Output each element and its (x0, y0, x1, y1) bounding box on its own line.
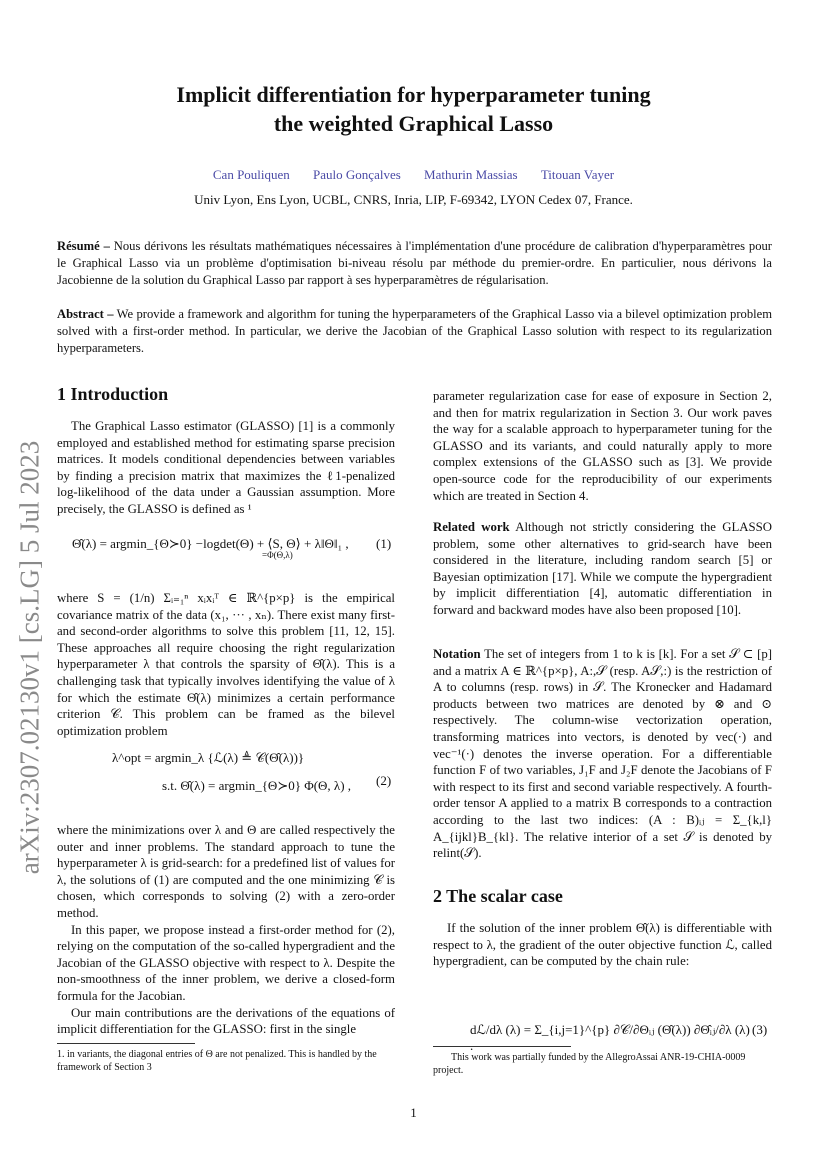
intro-paragraph-1 (57, 418, 395, 518)
equation-1 (72, 536, 392, 560)
intro-continued (433, 388, 772, 504)
section-1-heading: 1 Introduction (57, 384, 169, 404)
affiliation: Univ Lyon, Ens Lyon, UCBL, CNRS, Inria, LIP, F-69342, LYON Cedex 07, France. (194, 192, 633, 207)
equation-2 (112, 750, 372, 794)
equation-2-line-2: s.t. Θ̂(λ) = argmin_{Θ≻0} Φ(Θ, λ) , (162, 778, 352, 793)
equation-1-text: Θ̂(λ) = argmin_{Θ≻0} −logdet(Θ) + ⟨S, Θ⟩ + λ‖Θ‖₁ , (72, 536, 349, 551)
intro-p2-text: where S = (1/n) Σᵢ₌₁ⁿ xᵢxᵢᵀ ∈ ℝ^{p×p} is the empirical covariance matrix of the data (x₁, ··· , xₙ). There exist many first- and second-order algorithms to solve this problem [11, 12, 15]. These approaches all require choosing the right regularization hyperparameter λ that controls the sparsity of Θ̂(λ). This is a challenging task that typically involves identifying the value of λ for which the estimate Θ̂(λ) minimizes a certain performance criterion 𝒞. This problem can be framed as the bilevel optimization problem (57, 591, 395, 738)
title-line-2: the weighted Graphical Lasso (273, 111, 554, 136)
intro-p4-text: In this paper, we propose instead a first-order method for (2), relying on the computation of the so-called hypergradient and the Jacobian of the GLASSO objective with respect to λ. Despite the non-smoothness of the inner problem, we derive a closed-form formula for the Jacobian. (57, 922, 395, 1003)
section-2-heading: 2 The scalar case (433, 886, 563, 906)
author-list (0, 167, 827, 183)
funding-footnote: This work was partially funded by the AllegroAssai ANR-19-CHIA-0009 project. (433, 1052, 746, 1076)
equation-1-number: (1) (376, 536, 392, 551)
resume-block (57, 238, 772, 289)
right-p1-text: parameter regularization case for ease of exposure in Section 2, and then for matrix regularization in Section 3. Our work paves the way for a scalable approach to hyperparameter tuning for the GLASSO and its variants, and could naturally apply to more complex extensions of the GLASSO such as [3]. We provide open-source code for the reproducibility of our experiments which are treated in Section 4. (433, 389, 772, 503)
author-name[interactable]: Mathurin Massias (424, 167, 518, 182)
equation-3: dℒ/dλ (λ) = Σ_{i,j=1}^{p} ∂𝒞/∂Θᵢⱼ (Θ̂(λ)) ∂Θ̂ᵢⱼ/∂λ (λ) (470, 1022, 750, 1037)
intro-p3-text: where the minimizations over λ and Θ are called respectively the outer and inner problems. The standard approach to tune the hyperparameter λ is grid-search: for a predefined list of values for λ, the solutions of (1) are computed and the one minimizing 𝒞 is chosen, which corresponds to solving (2) with a zero-order method. (57, 823, 395, 920)
intro-paragraphs-3-5 (57, 822, 395, 1038)
paper-title (0, 80, 827, 138)
equation-2-line-1: λ^opt = argmin_λ {ℒ(λ) ≜ 𝒞(Θ̂(λ))} (112, 750, 305, 765)
notation-label: Notation (433, 647, 481, 661)
abstract-text: We provide a framework and algorithm for tuning the hyperparameters of the Graphical Lasso via a bilevel optimization problem solved with a first-order method. In particular, we derive the Jacobian of the Graphical Lasso solution with respect to its regularization hyperparameters. (57, 307, 773, 355)
related-work-text: Although not strictly considering the GLASSO problem, some other alternatives to grid-search have been considered in the literature, including random search [5] or Bayesian optimization [17]. While we compute the hypergradient by implicit differentiation [4], automatic differentiation in forward and backward modes have also been proposed [10]. (433, 520, 772, 617)
author-name[interactable]: Paulo Gonçalves (313, 167, 401, 182)
page-number: 1 (410, 1105, 417, 1120)
related-work-paragraph (433, 519, 772, 619)
equation-2-number: (2) (376, 773, 392, 788)
notation-paragraph (433, 646, 772, 862)
abstract-label: Abstract – (57, 307, 114, 321)
abstract-block (57, 306, 772, 357)
scalar-p1-text: If the solution of the inner problem Θ̂(λ) is differentiable with respect to λ, the gradient of the outer objective function ℒ, called hypergradient, can be computed by the chain rule: (433, 921, 772, 969)
intro-paragraph-2 (57, 590, 395, 739)
arxiv-stamp (12, 380, 46, 940)
arxiv-stamp-text[interactable]: arXiv:2307.02130v1 [cs.LG] 5 Jul 2023 (14, 440, 45, 875)
intro-p1-text: The Graphical Lasso estimator (GLASSO) [1] is a commonly employed and established method for estimating sparse precision matrices. It models conditional dependencies between variables by finding a precision matrix that maximizes the ℓ1-penalized log-likelihood of the data under a Gaussian assumption. More precisely, the GLASSO is defined as ¹ (57, 419, 395, 516)
notation-text: The set of integers from 1 to k is [k]. For a set 𝒮 ⊂ [p] and a matrix A ∈ ℝ^{p×p}, A:,𝒮 (resp. A𝒮,:) is the restriction of A to columns (resp. rows) in 𝒮. The Kronecker and Hadamard products between two matrices are denoted by ⊗ and ⊙ respectively. The column-wise vectorization operation, transforming matrices into vectors, is denoted by vec(·) and vec⁻¹(·) denotes the inverse operation. For a differentiable function F of two variables, J₁F and J₂F denote the Jacobians of F with respect to its first and second variable respectively. A fourth-order tensor A applied to a matrix B corresponds to a contraction according to the last two indices: (A : B)ᵢⱼ = Σ_{k,l} A_{ijkl}B_{kl}. The relative interior of a set 𝒮 is denoted by relint(𝒮). (433, 647, 772, 861)
footnote-left: 1. in variants, the diagonal entries of Θ are not penalized. This is handled by the framework of Section 3 (57, 1049, 377, 1073)
author-name[interactable]: Can Pouliquen (212, 167, 290, 182)
scalar-case-paragraph (433, 920, 772, 970)
footnote-rule-left (57, 1043, 195, 1044)
footnote-rule-right (433, 1046, 571, 1047)
equation-1-underbrace: =Φ(Θ,λ) (262, 550, 293, 560)
intro-p5-text: Our main contributions are the derivations of the equations of implicit differentiation for the GLASSO: first in the single (57, 1005, 395, 1037)
author-name[interactable]: Titouan Vayer (540, 167, 615, 182)
resume-text: Nous dérivons les résultats mathématiques nécessaires à l'implémentation d'une procédure de calibration d'hyperparamètres pour le Graphical Lasso via un problème d'optimisation bi-niveau résolu par méthode du premier-ordre. En particulier, nous dérivons la Jacobienne de la solution du Graphical Lasso par rapport à ses hyperparamètres de régularisation. (57, 239, 772, 287)
equation-3-number: (3) (752, 1022, 768, 1037)
title-line-1: Implicit differentiation for hyperparameter tuning (176, 82, 651, 107)
related-work-label: Related work (433, 520, 510, 534)
resume-label: Résumé – (57, 239, 110, 253)
